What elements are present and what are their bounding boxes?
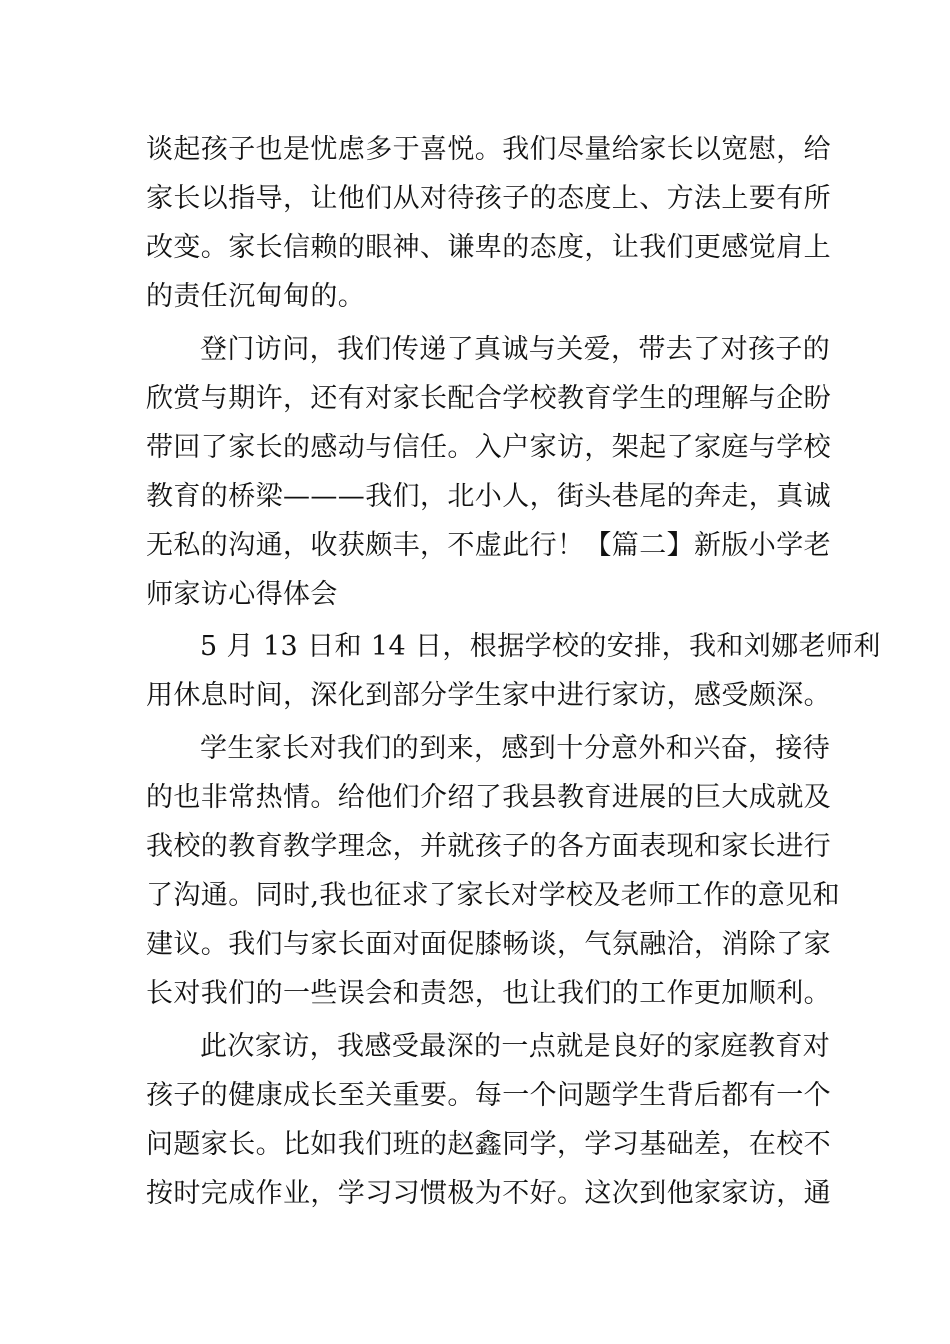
text-line: 了沟通。同时,我也征求了家长对学校及老师工作的意见和 [146,880,840,911]
text-line: 问题家长。比如我们班的赵鑫同学，学习基础差，在校不 [146,1129,831,1160]
text-line: 孩子的健康成长至关重要。每一个问题学生背后都有一个 [146,1080,831,1111]
text-line: 家长以指导，让他们从对待孩子的态度上、方法上要有所 [146,183,831,214]
text-line: 带回了家长的感动与信任。入户家访，架起了家庭与学校 [146,432,831,463]
paragraph-first-line: 登门访问，我们传递了真诚与关爱，带去了对孩子的 [200,334,831,365]
paragraph-first-line: 此次家访，我感受最深的一点就是良好的家庭教育对 [200,1031,831,1062]
text-line: 教育的桥梁———我们，北小人，街头巷尾的奔走，真诚 [146,481,831,512]
paragraph-first-line: 5 月 13 日和 14 日，根据学校的安排，我和刘娜老师利 [200,631,881,662]
text-line: 师家访心得体会 [146,579,338,610]
text-line: 无私的沟通，收获颇丰，不虚此行！【篇二】新版小学老 [146,530,831,561]
text-line: 改变。家长信赖的眼神、谦卑的态度，让我们更感觉肩上 [146,232,831,263]
text-line: 按时完成作业，学习习惯极为不好。这次到他家家访，通 [146,1178,831,1209]
text-line: 谈起孩子也是忧虑多于喜悦。我们尽量给家长以宽慰，给 [146,134,831,165]
text-line: 长对我们的一些误会和责怨，也让我们的工作更加顺利。 [146,978,831,1009]
text-line: 用休息时间，深化到部分学生家中进行家访，感受颇深。 [146,680,831,711]
text-line: 欣赏与期许，还有对家长配合学校教育学生的理解与企盼 [146,383,831,414]
text-line: 的责任沉甸甸的。 [146,281,366,312]
text-line: 的也非常热情。给他们介绍了我县教育进展的巨大成就及 [146,782,831,813]
paragraph-first-line: 学生家长对我们的到来，感到十分意外和兴奋，接待 [200,733,831,764]
text-line: 建议。我们与家长面对面促膝畅谈，气氛融洽，消除了家 [146,929,831,960]
text-line: 我校的教育教学理念，并就孩子的各方面表现和家长进行 [146,831,831,862]
